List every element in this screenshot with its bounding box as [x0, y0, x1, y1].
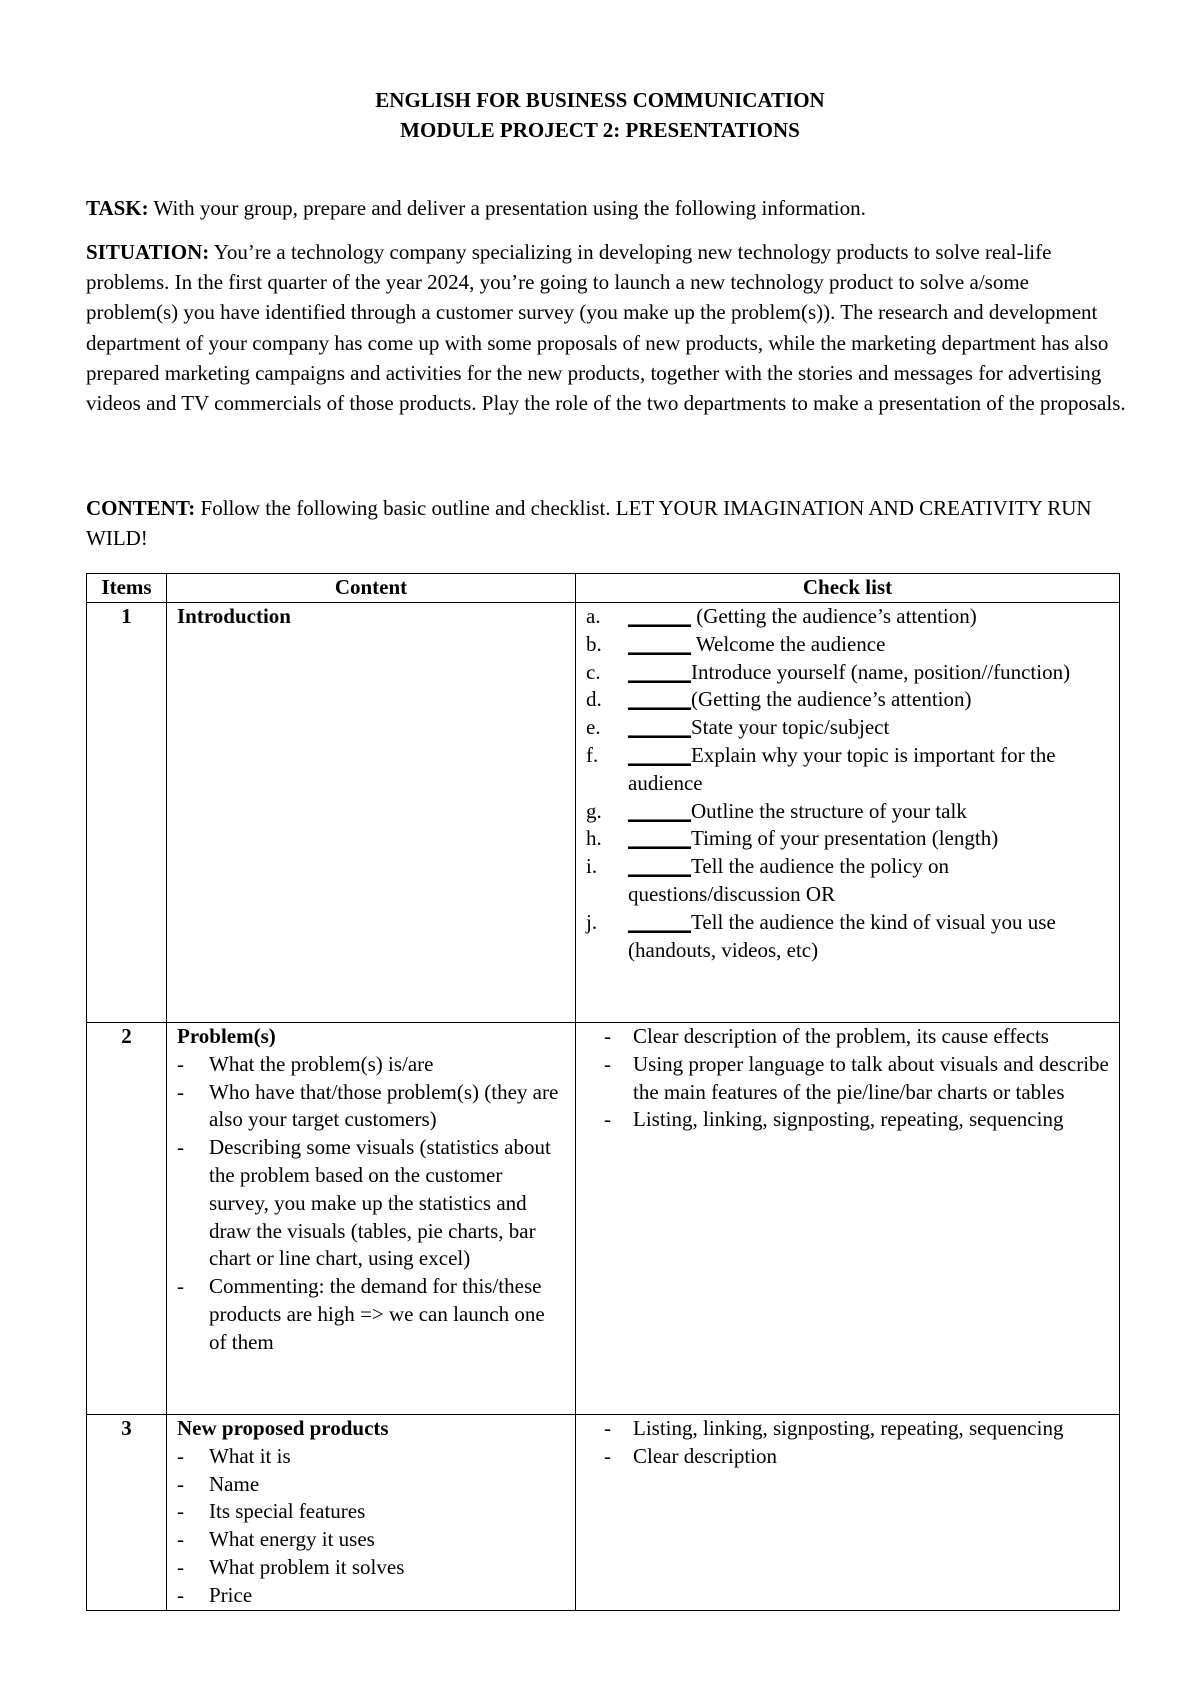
section-title: Problem(s) [177, 1024, 276, 1048]
list-marker: e. [586, 715, 601, 740]
answer-blank: ______ [628, 631, 691, 656]
answer-blank: ______ [628, 909, 691, 934]
list-item: - What the problem(s) is/are [177, 1051, 565, 1079]
content-cell [167, 603, 576, 1023]
answer-blank: ______ [628, 659, 691, 684]
list-item [586, 659, 1109, 687]
answer-blank: ______ [628, 854, 691, 879]
list-item: - What energy it uses [177, 1526, 565, 1554]
checklist-cell [576, 1415, 1120, 1611]
answer-blank: ______ [628, 826, 691, 851]
list-text: (Getting the audience’s attention) [691, 604, 977, 628]
content-label: CONTENT: [86, 496, 196, 520]
answer-blank: ______ [628, 742, 691, 767]
list-item [586, 631, 1109, 659]
list-item [586, 603, 1109, 631]
list-text: Introduce yourself (name, position//function) [691, 659, 1071, 684]
list-text: Tell the audience the policy on questions/discussion OR [628, 854, 950, 906]
answer-blank: ______ [628, 798, 691, 823]
header-checklist: Check list [576, 574, 1120, 603]
checklist-cell [576, 603, 1120, 1023]
list-item [586, 686, 1109, 714]
item-number: 3 [87, 1415, 167, 1611]
list-item: - Clear description of the problem, its cause effects [586, 1023, 1109, 1051]
checklist-cell [576, 1023, 1120, 1415]
list-item: - Listing, linking, signposting, repeating, sequencing [586, 1106, 1109, 1134]
list-item [586, 798, 1109, 826]
answer-blank: ______ [628, 715, 691, 740]
list-text: State your topic/subject [691, 715, 890, 740]
list-item: - What it is [177, 1443, 565, 1471]
list-item: - Clear description [586, 1443, 1109, 1471]
content-cell [167, 1415, 576, 1611]
task-text: With your group, prepare and deliver a presentation using the following information. [148, 196, 866, 220]
section-title: New proposed products [177, 1416, 389, 1440]
document-subtitle: MODULE PROJECT 2: PRESENTATIONS [400, 118, 800, 142]
list-text: Outline the structure of your talk [691, 798, 967, 823]
list-item: - Listing, linking, signposting, repeating, sequencing [586, 1415, 1109, 1443]
list-marker: i. [586, 854, 598, 879]
list-item: - Name [177, 1471, 565, 1499]
checklist [586, 603, 1109, 964]
header-items: Items [87, 574, 167, 603]
list-item: - Who have that/those problem(s) (they are also your target customers) [177, 1079, 565, 1135]
list-item [586, 742, 1109, 798]
list-item: - Using proper language to talk about visuals and describe the main features of the pie/line/bar charts or tables [586, 1051, 1109, 1107]
list-text: (Getting the audience’s attention) [691, 687, 972, 712]
content-text: Follow the following basic outline and checklist. LET YOUR IMAGINATION AND CREATIVITY RUN WILD! [86, 496, 1092, 551]
situation-paragraph [86, 237, 1126, 418]
list-marker: b. [586, 631, 602, 656]
list-marker: j. [586, 909, 598, 934]
situation-label: SITUATION: [86, 240, 210, 264]
list-marker: h. [586, 826, 602, 851]
list-item: - Price [177, 1582, 565, 1610]
answer-blank: ______ [628, 604, 691, 628]
list-text: Timing of your presentation (length) [691, 826, 999, 851]
list-marker: a. [586, 604, 601, 628]
list-item: - Its special features [177, 1498, 565, 1526]
list-text: Welcome the audience [691, 631, 886, 656]
list-marker: d. [586, 687, 602, 712]
task-paragraph [86, 193, 1126, 223]
list-item: - What problem it solves [177, 1554, 565, 1582]
list-item [586, 909, 1109, 965]
section-title: Introduction [177, 604, 291, 628]
content-cell [167, 1023, 576, 1415]
checklist [586, 1023, 1109, 1134]
task-label: TASK: [86, 196, 149, 220]
item-number: 1 [87, 603, 167, 1023]
table-row [87, 603, 1120, 1023]
list-marker: g. [586, 798, 602, 823]
outline-table [86, 573, 1120, 1611]
list-marker: f. [586, 742, 599, 767]
list-item [586, 825, 1109, 853]
checklist [586, 1415, 1109, 1471]
document-title: ENGLISH FOR BUSINESS COMMUNICATION [375, 88, 825, 112]
answer-blank: ______ [628, 687, 691, 712]
list-marker: c. [586, 659, 601, 684]
list-text: Tell the audience the kind of visual you use (handouts, videos, etc) [628, 909, 1056, 962]
situation-text: You’re a technology company specializing in developing new technology products to solve real-life problems. In the first quarter of the year 2024, you’re going to launch a new technology product to solve a/some problem(s) you have identified through a customer survey (you make up the problem(s)). The research and development department of your company has come up with some proposals of new products, while the marketing department has also prepared marketing campaigns and activities for the new products, together with the stories and messages for advertising videos and TV commercials of those products. Play the role of the two departments to make a presentation of the proposals. [86, 240, 1126, 416]
list-item [586, 714, 1109, 742]
list-text: Explain why your topic is important for the audience [628, 742, 1056, 795]
list-item: - Describing some visuals (statistics about the problem based on the customer survey, you make up the statistics and draw the visuals (tables, pie charts, bar chart or line chart, using excel) [177, 1134, 565, 1273]
content-paragraph [86, 493, 1126, 553]
list-item [586, 853, 1109, 909]
content-list [177, 1051, 565, 1357]
header-content: Content [167, 574, 576, 603]
table-row [87, 1023, 1120, 1415]
list-item: - Commenting: the demand for this/these products are high => we can launch one of them [177, 1273, 565, 1356]
table-header-row [87, 574, 1120, 603]
table-row [87, 1415, 1120, 1611]
item-number: 2 [87, 1023, 167, 1415]
content-list [177, 1443, 565, 1610]
